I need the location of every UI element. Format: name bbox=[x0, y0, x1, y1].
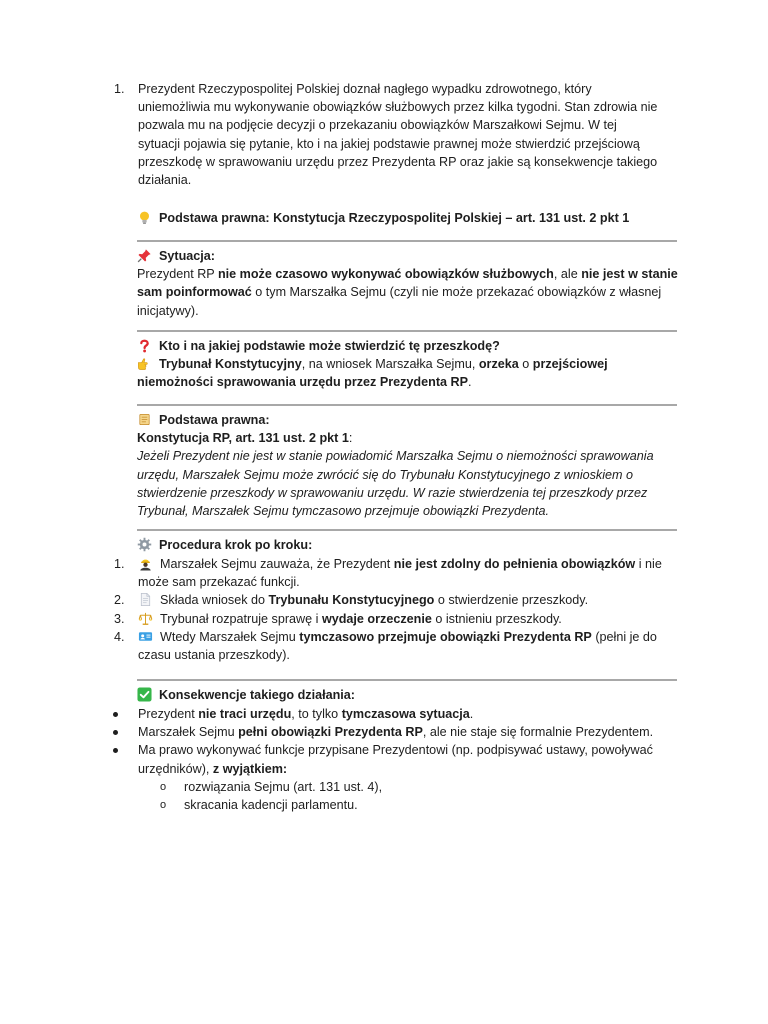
legal-basis-section bbox=[137, 411, 677, 520]
consequences-heading bbox=[137, 686, 677, 704]
legal-basis-heading bbox=[137, 209, 677, 227]
who-question: Kto i na jakiej podstawie może stwierdzić tę przeszkodę? bbox=[159, 339, 500, 353]
procedure-step: 4. Wtedy Marszałek Sejmu tymczasowo przejmuje obowiązki Prezydenta RP (pełni je do czasu ustania przeszkody). bbox=[114, 629, 657, 663]
id-card-icon bbox=[138, 629, 153, 644]
list-item: Prezydent nie traci urzędu, to tylko tymczasowa sytuacja. bbox=[0, 705, 678, 723]
legal-quote-line: urzędu, Marszałek Sejmu może zwrócić się do Trybunału Konstytucyjnego z wnioskiem o bbox=[137, 467, 634, 482]
legal-quote-line: Jeżeli Prezydent nie jest w stanie powiadomić Marszałka Sejmu o niemożności sprawowania bbox=[137, 449, 654, 464]
procedure-step: 2. Składa wniosek do Trybunału Konstytucyjnego o stwierdzenie przeszkody. bbox=[114, 593, 589, 608]
legal-basis-heading-text: Podstawa prawna: Konstytucja Rzeczypospolitej Polskiej – art. 131 ust. 2 pkt 1 bbox=[159, 211, 630, 225]
question-line: uniemożliwia mu wykonywanie obowiązków służbowych przez kilka tygodni. Stan zdrowia nie bbox=[138, 100, 658, 115]
question-number: 1. bbox=[114, 82, 125, 96]
pushpin-icon bbox=[137, 248, 152, 263]
who-decides-section: Kto i na jakiej podstawie może stwierdzić tę przeszkodę? Trybunał Konstytucyjny, na wniosek Marszałka Sejmu, orzeka o przejściowej niemożności sprawowania urzędu przez Prezydenta RP. bbox=[137, 337, 677, 392]
divider bbox=[137, 679, 677, 681]
procedure-step: 1. Marszałek Sejmu zauważa, że Prezydent nie jest zdolny do pełnienia obowiązków i nie może sam przekazać funkcji. bbox=[114, 557, 662, 590]
sub-list-item: o rozwiązania Sejmu (art. 131 ust. 4), bbox=[160, 779, 383, 794]
divider bbox=[137, 529, 677, 531]
legal-basis-title: Podstawa prawna: bbox=[159, 413, 270, 427]
consequences-list bbox=[0, 705, 768, 814]
procedure-heading bbox=[137, 536, 677, 554]
document-icon bbox=[138, 592, 153, 607]
divider bbox=[137, 404, 677, 406]
divider bbox=[137, 330, 677, 332]
list-item: Ma prawo wykonywać funkcje przypisane Prezydentowi (np. podpisywać ustawy, powoływać urzędników), z wyjątkiem: bbox=[0, 741, 678, 777]
question-block bbox=[0, 80, 658, 189]
scales-icon bbox=[138, 611, 153, 626]
worker-icon bbox=[138, 556, 153, 571]
legal-quote-line: stwierdzenie przeszkody w sprawowaniu urzędu. W razie stwierdzenia tej przeszkody przez bbox=[137, 485, 648, 500]
situation-line: Prezydent RP nie może czasowo wykonywać obowiązków służbowych, ale nie jest w stanie bbox=[137, 267, 678, 282]
question-line: pozwala mu na podjęcie decyzji o przekazaniu obowiązków Marszałkowi Sejmu. W tej bbox=[138, 118, 617, 133]
divider bbox=[137, 240, 677, 242]
question-line: działania. bbox=[138, 173, 192, 188]
check-mark-icon bbox=[137, 687, 152, 702]
procedure-steps bbox=[0, 555, 768, 664]
scroll-icon bbox=[137, 412, 152, 427]
pointing-hand-icon bbox=[137, 356, 152, 371]
question-line: Prezydent Rzeczypospolitej Polskiej doznał nagłego wypadku zdrowotnego, który bbox=[138, 82, 592, 96]
procedure-title: Procedura krok po kroku: bbox=[159, 538, 313, 552]
legal-quote-line: Trybunał, Marszałek Sejmu tymczasowo przejmuje obowiązki Prezydenta. bbox=[137, 504, 550, 519]
question-mark-icon bbox=[137, 338, 152, 353]
procedure-step: 3. Trybunał rozpatruje sprawę i wydaje orzeczenie o istnieniu przeszkody. bbox=[114, 611, 562, 626]
list-item: Marszałek Sejmu pełni obowiązki Prezydenta RP, ale nie staje się formalnie Prezydentem. bbox=[0, 723, 678, 741]
consequences-title: Konsekwencje takiego działania: bbox=[159, 688, 355, 702]
lightbulb-icon bbox=[137, 210, 152, 225]
document-page bbox=[0, 80, 768, 813]
legal-reference: Konstytucja RP, art. 131 ust. 2 pkt 1: bbox=[137, 431, 353, 446]
situation-line: inicjatywy). bbox=[137, 303, 199, 318]
question-line: przeszkodę w sprawowaniu urzędu przez Prezydenta RP oraz jakie są konsekwencje takiego bbox=[138, 154, 658, 169]
sub-list-item: o skracania kadencji parlamentu. bbox=[160, 798, 358, 813]
who-answer-line: niemożności sprawowania urzędu przez Prezydenta RP. bbox=[137, 375, 472, 390]
question-line: sytuacji pojawia się pytanie, kto i na jakiej podstawie prawnej może stwierdzić przejściową bbox=[138, 136, 640, 151]
situation-section bbox=[137, 247, 677, 320]
situation-line: sam poinformować o tym Marszałka Sejmu (czyli nie może przekazać obowiązków z własnej bbox=[137, 285, 662, 300]
gear-icon bbox=[137, 537, 152, 552]
situation-title: Sytuacja: bbox=[159, 249, 215, 263]
